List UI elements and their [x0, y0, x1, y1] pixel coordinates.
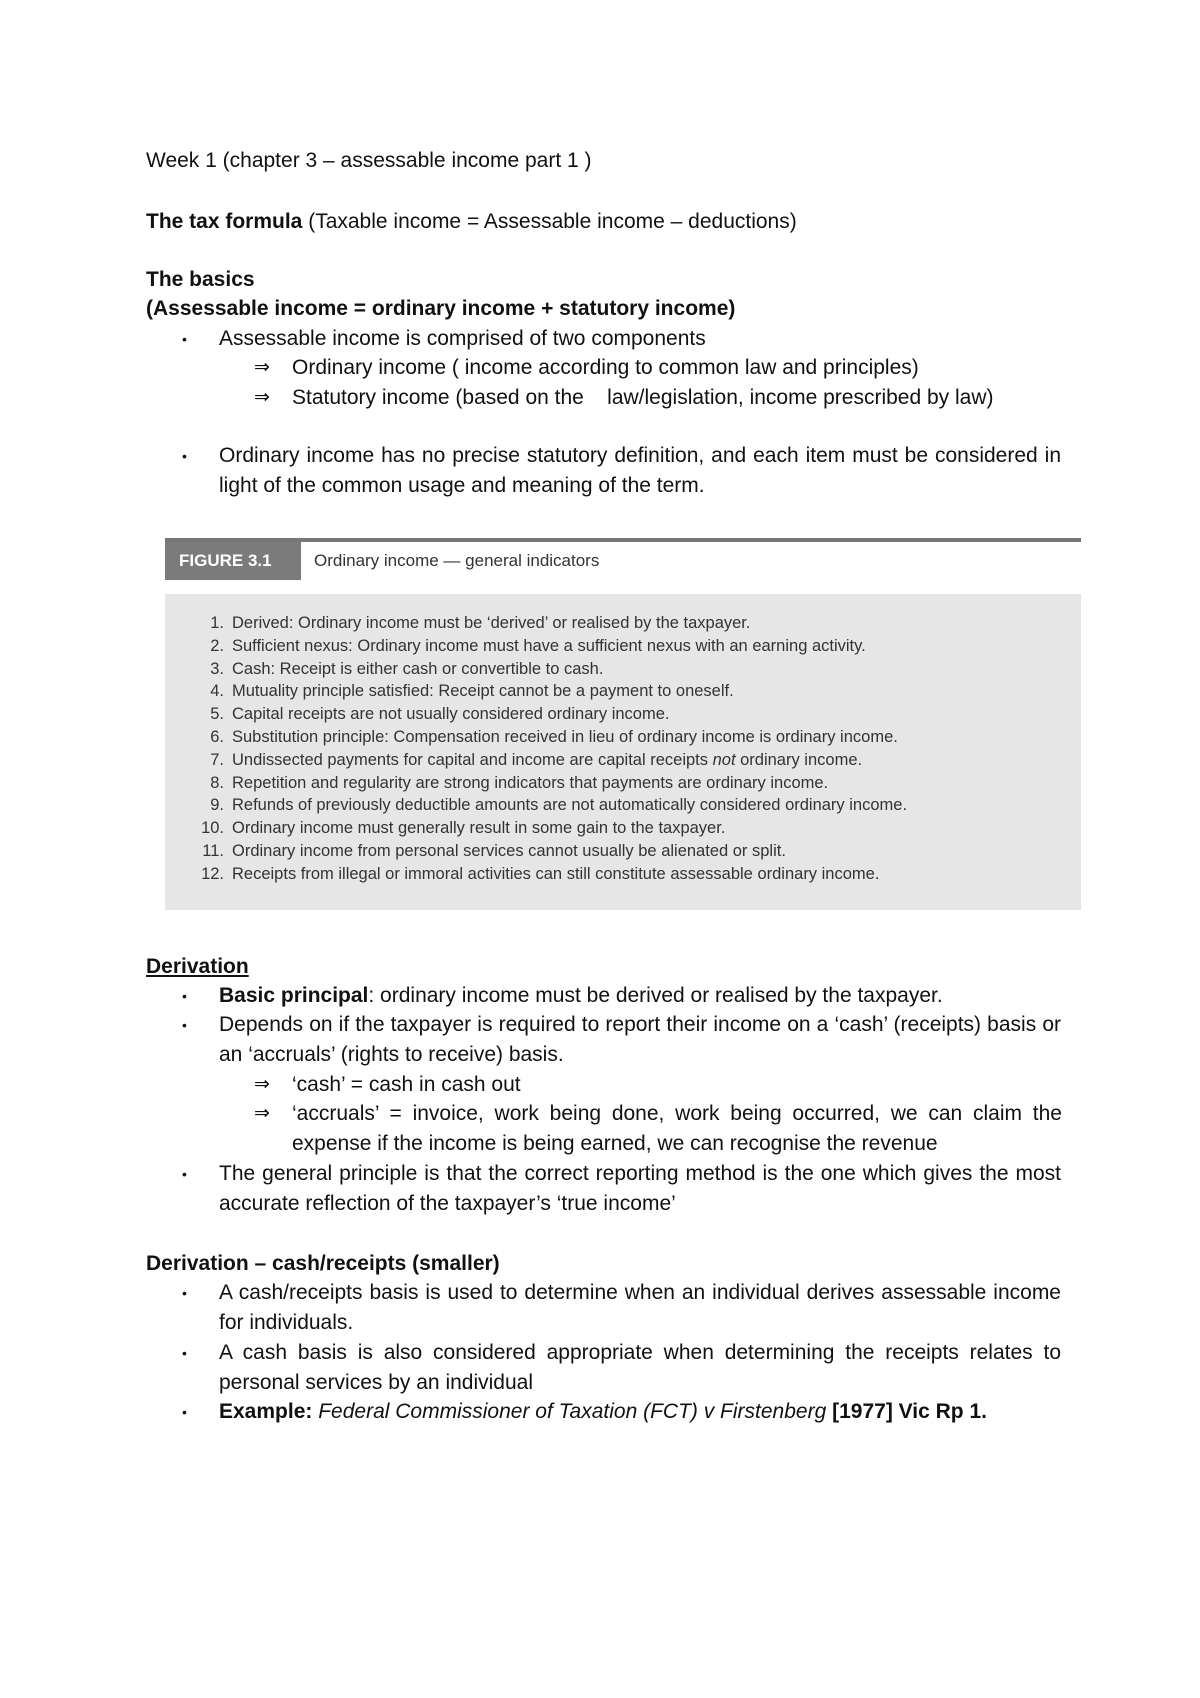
figure-list-item: 10. Ordinary income must generally result in some gain to the taxpayer.: [201, 819, 726, 838]
derivation-cash-bullet-2: A cash basis is also considered appropriate when determining the receipts relates to personal services by an individual: [219, 1341, 1061, 1394]
bullet-icon: •: [182, 1345, 187, 1361]
figure-list-item: 7. Undissected payments for capital and income are capital receipts not ordinary income.: [210, 750, 863, 769]
derivation-bullet-2: Depends on if the taxpayer is required to report their income on a ‘cash’ (receipts) basis or an ‘accruals’ (rights to receive) basis.: [219, 1013, 1061, 1066]
basics-sub-2: Statutory income (based on the law/legislation, income prescribed by law): [292, 386, 994, 409]
arrow-right-icon: ⇒: [254, 387, 270, 408]
figure-list-item: 9. Refunds of previously deductible amounts are not automatically considered ordinary income.: [210, 796, 908, 815]
derivation-cash-bullet-3: Example: Federal Commissioner of Taxation (FCT) v Firstenberg [1977] Vic Rp 1.: [219, 1400, 987, 1423]
derivation-bullet-1: Basic principal: ordinary income must be derived or realised by the taxpayer.: [219, 984, 943, 1007]
derivation-cash-title: Derivation – cash/receipts (smaller): [146, 1252, 500, 1275]
arrow-right-icon: ⇒: [254, 357, 270, 378]
week-heading: Week 1 (chapter 3 – assessable income part 1 ): [146, 149, 592, 172]
figure-tag: FIGURE 3.1: [165, 542, 301, 580]
bullet-icon: •: [182, 1017, 187, 1033]
tax-formula-label: The tax formula: [146, 210, 303, 233]
figure-top-rule: [165, 538, 1081, 542]
basics-equation: (Assessable income = ordinary income + statutory income): [146, 297, 736, 320]
arrow-right-icon: ⇒: [254, 1103, 270, 1124]
bullet-icon: •: [182, 988, 187, 1004]
figure-list-item: 8. Repetition and regularity are strong indicators that payments are ordinary income.: [210, 773, 829, 792]
tax-formula-text: (Taxable income = Assessable income – deductions): [302, 210, 797, 233]
bullet-icon: •: [182, 448, 187, 464]
derivation-bullet-3: The general principle is that the correct reporting method is the one which gives the most accurate reflection of the taxpayer’s ‘true income’: [219, 1162, 1061, 1215]
figure-list-item: 6. Substitution principle: Compensation received in lieu of ordinary income is ordinary income.: [210, 727, 898, 746]
bullet-icon: •: [182, 1285, 187, 1301]
figure-caption: Ordinary income — general indicators: [314, 551, 600, 570]
figure-list-item: 1. Derived: Ordinary income must be ‘derived’ or realised by the taxpayer.: [210, 614, 751, 632]
figure-list-item: 5. Capital receipts are not usually considered ordinary income.: [210, 705, 670, 724]
figure-list-item: 11. Ordinary income from personal services cannot usually be alienated or split.: [202, 841, 786, 860]
derivation-sub-1: ‘cash’ = cash in cash out: [292, 1073, 521, 1096]
basics-bullet-1: Assessable income is comprised of two components: [219, 327, 706, 350]
figure-list-item: 2. Sufficient nexus: Ordinary income must have a sufficient nexus with an earning activity.: [210, 636, 866, 655]
tax-formula-line: [146, 207, 797, 237]
derivation-sub-2: ‘accruals’ = invoice, work being done, work being occurred, we can claim the expense if the income is being earned, we can recognise the revenue: [292, 1102, 1062, 1155]
basics-sub-1: Ordinary income ( income according to common law and principles): [292, 356, 919, 379]
figure-list-item: 4. Mutuality principle satisfied: Receipt cannot be a payment to oneself.: [210, 682, 734, 701]
bullet-icon: •: [182, 1404, 187, 1420]
derivation-title: Derivation: [146, 955, 249, 978]
basics-title: The basics: [146, 268, 255, 291]
basics-bullet-2: Ordinary income has no precise statutory definition, and each item must be considered in light of the common usage and meaning of the term.: [219, 444, 1061, 497]
figure-list-item: 3. Cash: Receipt is either cash or convertible to cash.: [210, 659, 604, 678]
bullet-icon: •: [182, 1166, 187, 1182]
figure-list: [186, 612, 907, 886]
derivation-cash-bullet-1: A cash/receipts basis is used to determine when an individual derives assessable income for individuals.: [219, 1281, 1061, 1334]
figure-list-item: 12. Receipts from illegal or immoral activities can still constitute assessable ordinary income.: [201, 864, 880, 883]
arrow-right-icon: ⇒: [254, 1074, 270, 1095]
bullet-icon: •: [182, 331, 187, 347]
